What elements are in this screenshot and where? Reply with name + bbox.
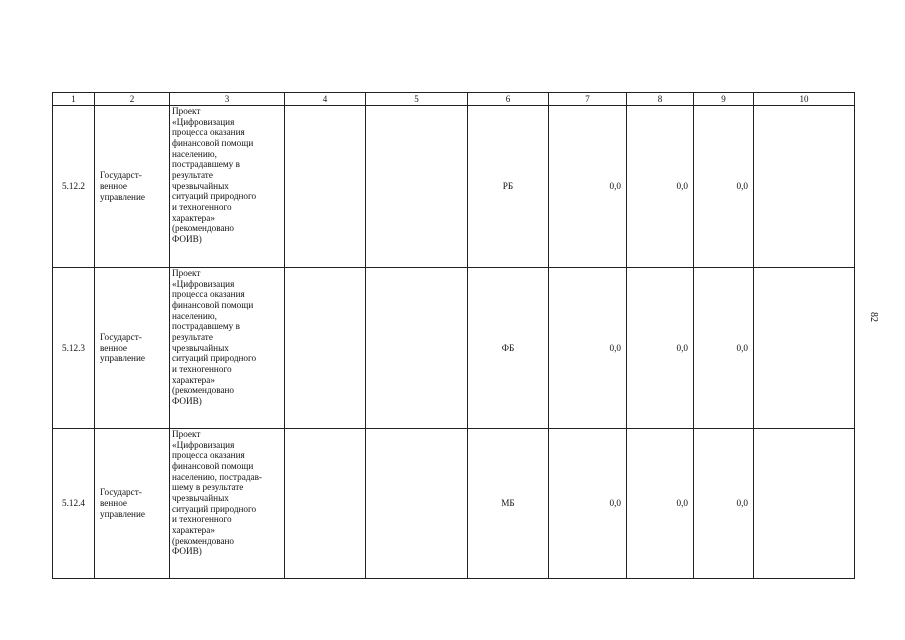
column-header: 6 bbox=[468, 93, 549, 106]
table-row bbox=[53, 106, 855, 268]
row-col5 bbox=[366, 429, 468, 579]
column-header: 9 bbox=[694, 93, 754, 106]
row-value-7: 0,0 bbox=[549, 106, 627, 268]
row-value-9: 0,0 bbox=[694, 429, 754, 579]
row-col5 bbox=[366, 106, 468, 268]
row-value-8: 0,0 bbox=[627, 106, 694, 268]
row-sector: Государст- венное управление bbox=[95, 429, 170, 579]
row-col5 bbox=[366, 268, 468, 429]
page-number: 82 bbox=[868, 312, 879, 322]
row-col4 bbox=[285, 429, 366, 579]
row-value-9: 0,0 bbox=[694, 106, 754, 268]
row-value-7: 0,0 bbox=[549, 268, 627, 429]
row-col4 bbox=[285, 268, 366, 429]
data-table bbox=[52, 92, 855, 579]
row-project: Проект «Цифровизация процесса оказания финансовой помощи населению, пострадавшему в результате чрезвычайных ситуаций природного и техногенного характера» (рекомендовано ФОИВ) bbox=[170, 268, 285, 429]
table-row bbox=[53, 429, 855, 579]
row-value-9: 0,0 bbox=[694, 268, 754, 429]
row-sector: Государст- венное управление bbox=[95, 268, 170, 429]
column-header: 5 bbox=[366, 93, 468, 106]
column-header: 2 bbox=[95, 93, 170, 106]
column-header: 4 bbox=[285, 93, 366, 106]
row-col10 bbox=[754, 106, 855, 268]
row-value-8: 0,0 bbox=[627, 268, 694, 429]
row-code: 5.12.2 bbox=[53, 106, 95, 268]
column-header: 3 bbox=[170, 93, 285, 106]
row-value-8: 0,0 bbox=[627, 429, 694, 579]
row-value-7: 0,0 bbox=[549, 429, 627, 579]
column-header: 1 bbox=[53, 93, 95, 106]
row-sector: Государст- венное управление bbox=[95, 106, 170, 268]
row-code: 5.12.4 bbox=[53, 429, 95, 579]
column-header: 10 bbox=[754, 93, 855, 106]
row-col10 bbox=[754, 268, 855, 429]
header-row bbox=[53, 93, 855, 106]
row-funding-source: РБ bbox=[468, 106, 549, 268]
row-code: 5.12.3 bbox=[53, 268, 95, 429]
row-col10 bbox=[754, 429, 855, 579]
row-funding-source: ФБ bbox=[468, 268, 549, 429]
row-funding-source: МБ bbox=[468, 429, 549, 579]
column-header: 8 bbox=[627, 93, 694, 106]
table-row bbox=[53, 268, 855, 429]
column-header: 7 bbox=[549, 93, 627, 106]
row-col4 bbox=[285, 106, 366, 268]
row-project: Проект «Цифровизация процесса оказания финансовой помощи населению, пострадавшему в результате чрезвычайных ситуаций природного и техногенного характера» (рекомендовано ФОИВ) bbox=[170, 106, 285, 268]
row-project: Проект «Цифровизация процесса оказания финансовой помощи населению, пострадав- шему в результате чрезвычайных ситуаций природного и техногенного характера» (рекомендовано ФОИВ) bbox=[170, 429, 285, 579]
